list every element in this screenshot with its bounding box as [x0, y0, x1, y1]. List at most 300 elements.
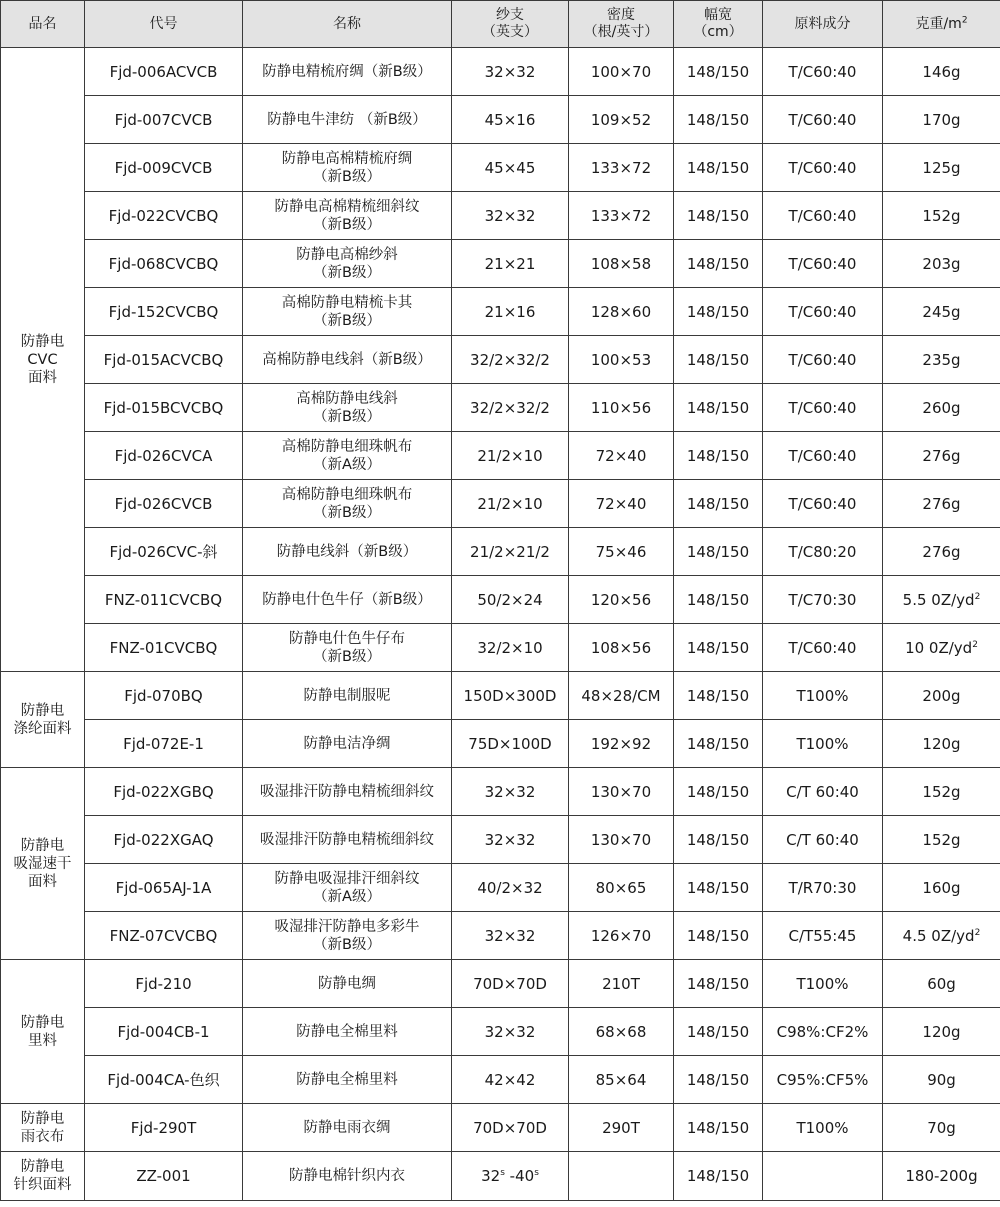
weight-cell [883, 1104, 1000, 1152]
name-value: 防静电棉针织内衣 [289, 1168, 405, 1184]
density-cell [569, 576, 674, 624]
code-cell [85, 1008, 243, 1056]
width-cell [674, 288, 763, 336]
material-value: T/C60:40 [788, 302, 857, 321]
table-row [1, 1152, 1000, 1201]
material-value: T/C60:40 [788, 254, 857, 273]
yarn-superscript: s [500, 1168, 505, 1178]
weight-cell [883, 672, 1000, 720]
density-value: 133×72 [590, 206, 652, 225]
code-value: Fjd-015ACVCBQ [103, 350, 224, 369]
code-value: Fjd-004CB-1 [117, 1022, 210, 1041]
density-cell [569, 624, 674, 672]
name-cell [243, 1104, 452, 1152]
weight-value: 160g [922, 878, 961, 897]
material-value: T/C60:40 [788, 110, 857, 129]
code-value: Fjd-022XGBQ [113, 782, 214, 801]
width-cell [674, 480, 763, 528]
material-value: T100% [796, 974, 849, 993]
table-row [1, 672, 1000, 720]
weight-value: 245g [922, 302, 961, 321]
yarn-cell [452, 960, 569, 1008]
weight-value: 4.5 0Z/yd [902, 926, 975, 945]
yarn-value: 32/2×32/2 [470, 350, 550, 369]
yarn-cell [452, 336, 569, 384]
name-value: 吸湿排汗防静电精梳细斜纹 [260, 783, 434, 800]
density-cell [569, 96, 674, 144]
code-cell [85, 864, 243, 912]
header-row [1, 1, 1000, 48]
density-value: 100×70 [590, 62, 652, 81]
category-label: 里料 [28, 1032, 57, 1049]
header-category: 品名 [1, 1, 85, 48]
yarn-value: 45×45 [484, 158, 536, 177]
name-value: 高棉防静电线斜 [296, 390, 398, 407]
name-cell [243, 624, 452, 672]
name-cell [243, 192, 452, 240]
width-value: 148/150 [686, 878, 750, 897]
name-value: 高棉防静电精梳卡其 [281, 294, 413, 311]
width-value: 148/150 [686, 638, 750, 657]
weight-value: 70g [927, 1118, 956, 1137]
material-value: T/C60:40 [788, 398, 857, 417]
yarn-cell [452, 576, 569, 624]
yarn-cell [452, 480, 569, 528]
material-value: T100% [796, 686, 849, 705]
name-cell [243, 288, 452, 336]
table-row [1, 1104, 1000, 1152]
width-value: 148/150 [686, 1022, 750, 1041]
density-value: 108×56 [590, 638, 652, 657]
width-value: 148/150 [686, 494, 750, 513]
category-label: CVC [27, 351, 58, 368]
code-value: FNZ-01CVCBQ [109, 638, 218, 657]
name-cell [243, 96, 452, 144]
category-cell [1, 768, 85, 960]
weight-cell [883, 768, 1000, 816]
code-cell [85, 912, 243, 960]
weight-value: 5.5 0Z/yd [902, 590, 975, 609]
name-value: （新A级） [313, 888, 381, 905]
width-value: 148/150 [686, 350, 750, 369]
yarn-cell [452, 672, 569, 720]
name-cell [243, 576, 452, 624]
weight-value: 152g [922, 830, 961, 849]
width-value: 148/150 [686, 1118, 750, 1137]
table-row [1, 768, 1000, 816]
width-value: 148/150 [686, 782, 750, 801]
width-cell [674, 912, 763, 960]
weight-superscript: 2 [974, 927, 981, 938]
width-value: 148/150 [686, 926, 750, 945]
density-value: 75×46 [595, 542, 647, 561]
yarn-cell [452, 1152, 569, 1201]
material-cell [763, 192, 883, 240]
material-value: T/R70:30 [788, 878, 857, 897]
material-cell [763, 528, 883, 576]
density-value: 109×52 [590, 110, 652, 129]
code-cell [85, 192, 243, 240]
name-cell [243, 1008, 452, 1056]
density-cell [569, 768, 674, 816]
width-value: 148/150 [686, 398, 750, 417]
category-label: 防静电 [20, 1014, 65, 1031]
category-cell [1, 960, 85, 1104]
code-value: Fjd-026CVCB [114, 494, 213, 513]
density-value: 210T [602, 974, 640, 993]
weight-cell [883, 912, 1000, 960]
width-cell [674, 720, 763, 768]
category-label: 针织面料 [13, 1177, 72, 1193]
density-cell [569, 672, 674, 720]
width-value: 148/150 [686, 1070, 750, 1089]
width-value: 148/150 [686, 110, 750, 129]
material-cell [763, 768, 883, 816]
code-cell [85, 384, 243, 432]
code-value: Fjd-022XGAQ [113, 830, 214, 849]
yarn-cell [452, 384, 569, 432]
weight-cell [883, 384, 1000, 432]
category-cell [1, 1104, 85, 1152]
name-cell [243, 864, 452, 912]
name-cell [243, 1056, 452, 1104]
material-value: T/C60:40 [788, 158, 857, 177]
name-value: （新B级） [313, 312, 381, 329]
table-row [1, 960, 1000, 1008]
code-cell [85, 816, 243, 864]
table-row [1, 144, 1000, 192]
weight-value: 260g [922, 398, 961, 417]
weight-value: 152g [922, 782, 961, 801]
density-value: 110×56 [590, 398, 652, 417]
yarn-cell [452, 1104, 569, 1152]
density-value: 130×70 [590, 830, 652, 849]
width-value: 148/150 [686, 1167, 750, 1185]
name-value: 防静电牛津纺 （新B级） [267, 111, 427, 128]
yarn-value: 70D×70D [473, 974, 547, 993]
category-label: 防静电 [20, 702, 65, 719]
density-cell [569, 288, 674, 336]
name-cell [243, 912, 452, 960]
code-cell [85, 432, 243, 480]
weight-cell [883, 192, 1000, 240]
width-cell [674, 528, 763, 576]
category-label: 防静电 [20, 1110, 65, 1127]
name-cell [243, 336, 452, 384]
code-cell [85, 624, 243, 672]
code-cell [85, 144, 243, 192]
density-value: 126×70 [590, 926, 652, 945]
density-cell [569, 528, 674, 576]
weight-cell [883, 480, 1000, 528]
name-value: 防静电什色牛仔（新B级） [262, 591, 432, 608]
weight-value: 200g [922, 686, 961, 705]
material-value: C/T 60:40 [786, 830, 859, 849]
table-row [1, 288, 1000, 336]
material-cell [763, 96, 883, 144]
density-value: 290T [602, 1118, 640, 1137]
code-value: Fjd-072E-1 [123, 734, 204, 753]
name-value: 高棉防静电细珠帆布 [281, 486, 413, 503]
name-cell [243, 960, 452, 1008]
width-value: 148/150 [686, 974, 750, 993]
density-value: 68×68 [595, 1022, 647, 1041]
code-value: Fjd-290T [130, 1118, 197, 1137]
category-label: 防静电 [20, 333, 65, 350]
width-cell [674, 960, 763, 1008]
width-cell [674, 384, 763, 432]
yarn-value: 32/2×10 [477, 638, 543, 657]
material-cell [763, 432, 883, 480]
weight-cell [883, 144, 1000, 192]
material-cell [763, 288, 883, 336]
material-cell [763, 144, 883, 192]
width-cell [674, 432, 763, 480]
category-label: 吸湿速干 [13, 855, 72, 872]
name-value: 防静电绸 [318, 975, 376, 992]
code-value: Fjd-009CVCB [114, 158, 213, 177]
material-cell [763, 48, 883, 96]
name-cell [243, 816, 452, 864]
yarn-cell [452, 720, 569, 768]
yarn-cell [452, 192, 569, 240]
material-value: T100% [796, 734, 849, 753]
code-value: Fjd-004CA-色织 [107, 1070, 220, 1089]
name-value: 防静电高棉精梳府绸 [281, 150, 413, 167]
material-value: C95%:CF5% [776, 1070, 869, 1089]
yarn-value: 50/2×24 [477, 590, 543, 609]
code-cell [85, 96, 243, 144]
density-value: 48×28/CM [581, 686, 661, 705]
weight-cell [883, 576, 1000, 624]
table-row [1, 48, 1000, 96]
density-cell [569, 192, 674, 240]
name-cell [243, 144, 452, 192]
material-value: T/C60:40 [788, 494, 857, 513]
material-cell [763, 1056, 883, 1104]
yarn-cell [452, 48, 569, 96]
density-cell [569, 336, 674, 384]
density-value: 85×64 [595, 1070, 647, 1089]
code-value: Fjd-152CVCBQ [108, 302, 219, 321]
category-label: 面料 [28, 369, 57, 386]
yarn-value: 40/2×32 [477, 878, 543, 897]
material-value: T/C80:20 [788, 542, 857, 561]
name-value: 高棉防静电细珠帆布 [281, 438, 413, 455]
name-value: 防静电线斜（新B级） [276, 543, 418, 560]
name-cell [243, 48, 452, 96]
category-label: 面料 [28, 873, 57, 890]
width-cell [674, 576, 763, 624]
width-cell [674, 48, 763, 96]
table-row [1, 816, 1000, 864]
weight-cell [883, 96, 1000, 144]
width-cell [674, 240, 763, 288]
material-value: T/C70:30 [788, 590, 857, 609]
code-value: Fjd-026CVCA [114, 446, 213, 465]
code-cell [85, 1104, 243, 1152]
name-cell [243, 720, 452, 768]
density-value: 100×53 [590, 350, 652, 369]
yarn-value: 32 [481, 1167, 501, 1185]
name-cell [243, 432, 452, 480]
weight-value: 180-200g [905, 1167, 978, 1185]
density-cell [569, 1008, 674, 1056]
code-cell [85, 768, 243, 816]
density-cell [569, 48, 674, 96]
yarn-cell [452, 912, 569, 960]
table-row [1, 192, 1000, 240]
width-value: 148/150 [686, 686, 750, 705]
table-row [1, 720, 1000, 768]
weight-value: 120g [922, 734, 961, 753]
weight-cell [883, 624, 1000, 672]
width-cell [674, 624, 763, 672]
width-value: 148/150 [686, 302, 750, 321]
code-cell [85, 48, 243, 96]
material-cell [763, 816, 883, 864]
material-value: T/C60:40 [788, 206, 857, 225]
table-row [1, 384, 1000, 432]
code-cell [85, 960, 243, 1008]
table-row [1, 336, 1000, 384]
yarn-value: 45×16 [484, 110, 536, 129]
width-cell [674, 816, 763, 864]
name-value: 防静电高棉纱斜 [296, 246, 398, 263]
yarn-superscript: s [534, 1168, 539, 1178]
name-value: （新B级） [313, 216, 381, 233]
weight-value: 203g [922, 254, 961, 273]
yarn-cell [452, 624, 569, 672]
name-value: 防静电什色牛仔布 [289, 630, 405, 647]
weight-cell [883, 432, 1000, 480]
code-cell [85, 336, 243, 384]
material-value: C98%:CF2% [776, 1022, 869, 1041]
width-cell [674, 1104, 763, 1152]
density-cell [569, 432, 674, 480]
material-cell [763, 576, 883, 624]
yarn-value: 32×32 [484, 830, 536, 849]
code-value: Fjd-006ACVCB [109, 62, 218, 81]
density-cell [569, 384, 674, 432]
code-value: Fjd-065AJ-1A [115, 878, 212, 897]
width-value: 148/150 [686, 254, 750, 273]
code-value: Fjd-026CVC-斜 [109, 542, 218, 561]
density-value: 130×70 [590, 782, 652, 801]
code-value: FNZ-07CVCBQ [109, 926, 218, 945]
width-value: 148/150 [686, 542, 750, 561]
weight-cell [883, 960, 1000, 1008]
header-material: 原料成分 [763, 1, 883, 48]
yarn-cell [452, 144, 569, 192]
name-cell [243, 1152, 452, 1201]
yarn-cell [452, 816, 569, 864]
code-value: Fjd-068CVCBQ [108, 254, 219, 273]
name-value: 防静电精梳府绸（新B级） [262, 63, 432, 80]
table-row [1, 432, 1000, 480]
material-value: C/T 60:40 [786, 782, 859, 801]
yarn-value: 21/2×21/2 [470, 542, 550, 561]
material-cell [763, 720, 883, 768]
width-value: 148/150 [686, 830, 750, 849]
density-value: 80×65 [595, 878, 647, 897]
weight-value: 120g [922, 1022, 961, 1041]
yarn-value: 32×32 [484, 62, 536, 81]
name-value: （新B级） [313, 936, 381, 953]
density-cell [569, 240, 674, 288]
density-cell [569, 864, 674, 912]
yarn-value: 75D×100D [468, 734, 552, 753]
width-value: 148/150 [686, 734, 750, 753]
name-value: 防静电制服呢 [303, 687, 391, 704]
material-cell [763, 384, 883, 432]
width-cell [674, 1008, 763, 1056]
width-cell [674, 864, 763, 912]
density-value: 72×40 [595, 494, 647, 513]
table-row [1, 480, 1000, 528]
weight-value: 146g [922, 62, 961, 81]
name-cell [243, 768, 452, 816]
material-cell [763, 240, 883, 288]
yarn-value: 32×32 [484, 206, 536, 225]
category-label: 涤纶面料 [13, 720, 72, 737]
table-row [1, 912, 1000, 960]
yarn-value-range: -40 [504, 1167, 535, 1185]
name-cell [243, 240, 452, 288]
density-cell [569, 144, 674, 192]
code-value: Fjd-022CVCBQ [108, 206, 219, 225]
name-value: 防静电洁净绸 [303, 735, 391, 752]
name-value: 防静电吸湿排汗细斜纹 [274, 870, 420, 887]
category-cell [1, 48, 85, 672]
yarn-cell [452, 288, 569, 336]
width-value: 148/150 [686, 446, 750, 465]
yarn-value: 21×21 [484, 254, 536, 273]
category-label: 防静电 [20, 837, 65, 854]
name-value: （新A级） [313, 456, 381, 473]
yarn-value: 32/2×32/2 [470, 398, 550, 417]
code-cell [85, 1152, 243, 1201]
density-cell [569, 816, 674, 864]
yarn-cell [452, 1056, 569, 1104]
yarn-cell [452, 240, 569, 288]
density-value: 120×56 [590, 590, 652, 609]
material-value: T/C60:40 [788, 350, 857, 369]
material-cell [763, 864, 883, 912]
density-value: 133×72 [590, 158, 652, 177]
name-value: 防静电全棉里料 [296, 1023, 398, 1040]
header-name: 名称 [243, 1, 452, 48]
yarn-value: 150D×300D [463, 686, 557, 705]
weight-cell [883, 528, 1000, 576]
name-value: 吸湿排汗防静电精梳细斜纹 [260, 831, 434, 848]
name-value: 吸湿排汗防静电多彩牛 [274, 918, 420, 935]
yarn-value: 42×42 [484, 1070, 536, 1089]
density-cell [569, 1056, 674, 1104]
weight-value: 276g [922, 542, 961, 561]
header-density: 密度 （根/英寸） [569, 1, 674, 48]
table-row [1, 96, 1000, 144]
yarn-cell [452, 528, 569, 576]
material-cell [763, 1008, 883, 1056]
material-value: C/T55:45 [788, 926, 857, 945]
code-value: Fjd-070BQ [124, 686, 203, 705]
width-cell [674, 672, 763, 720]
yarn-value: 32×32 [484, 926, 536, 945]
weight-cell [883, 816, 1000, 864]
category-cell [1, 672, 85, 768]
weight-cell [883, 240, 1000, 288]
